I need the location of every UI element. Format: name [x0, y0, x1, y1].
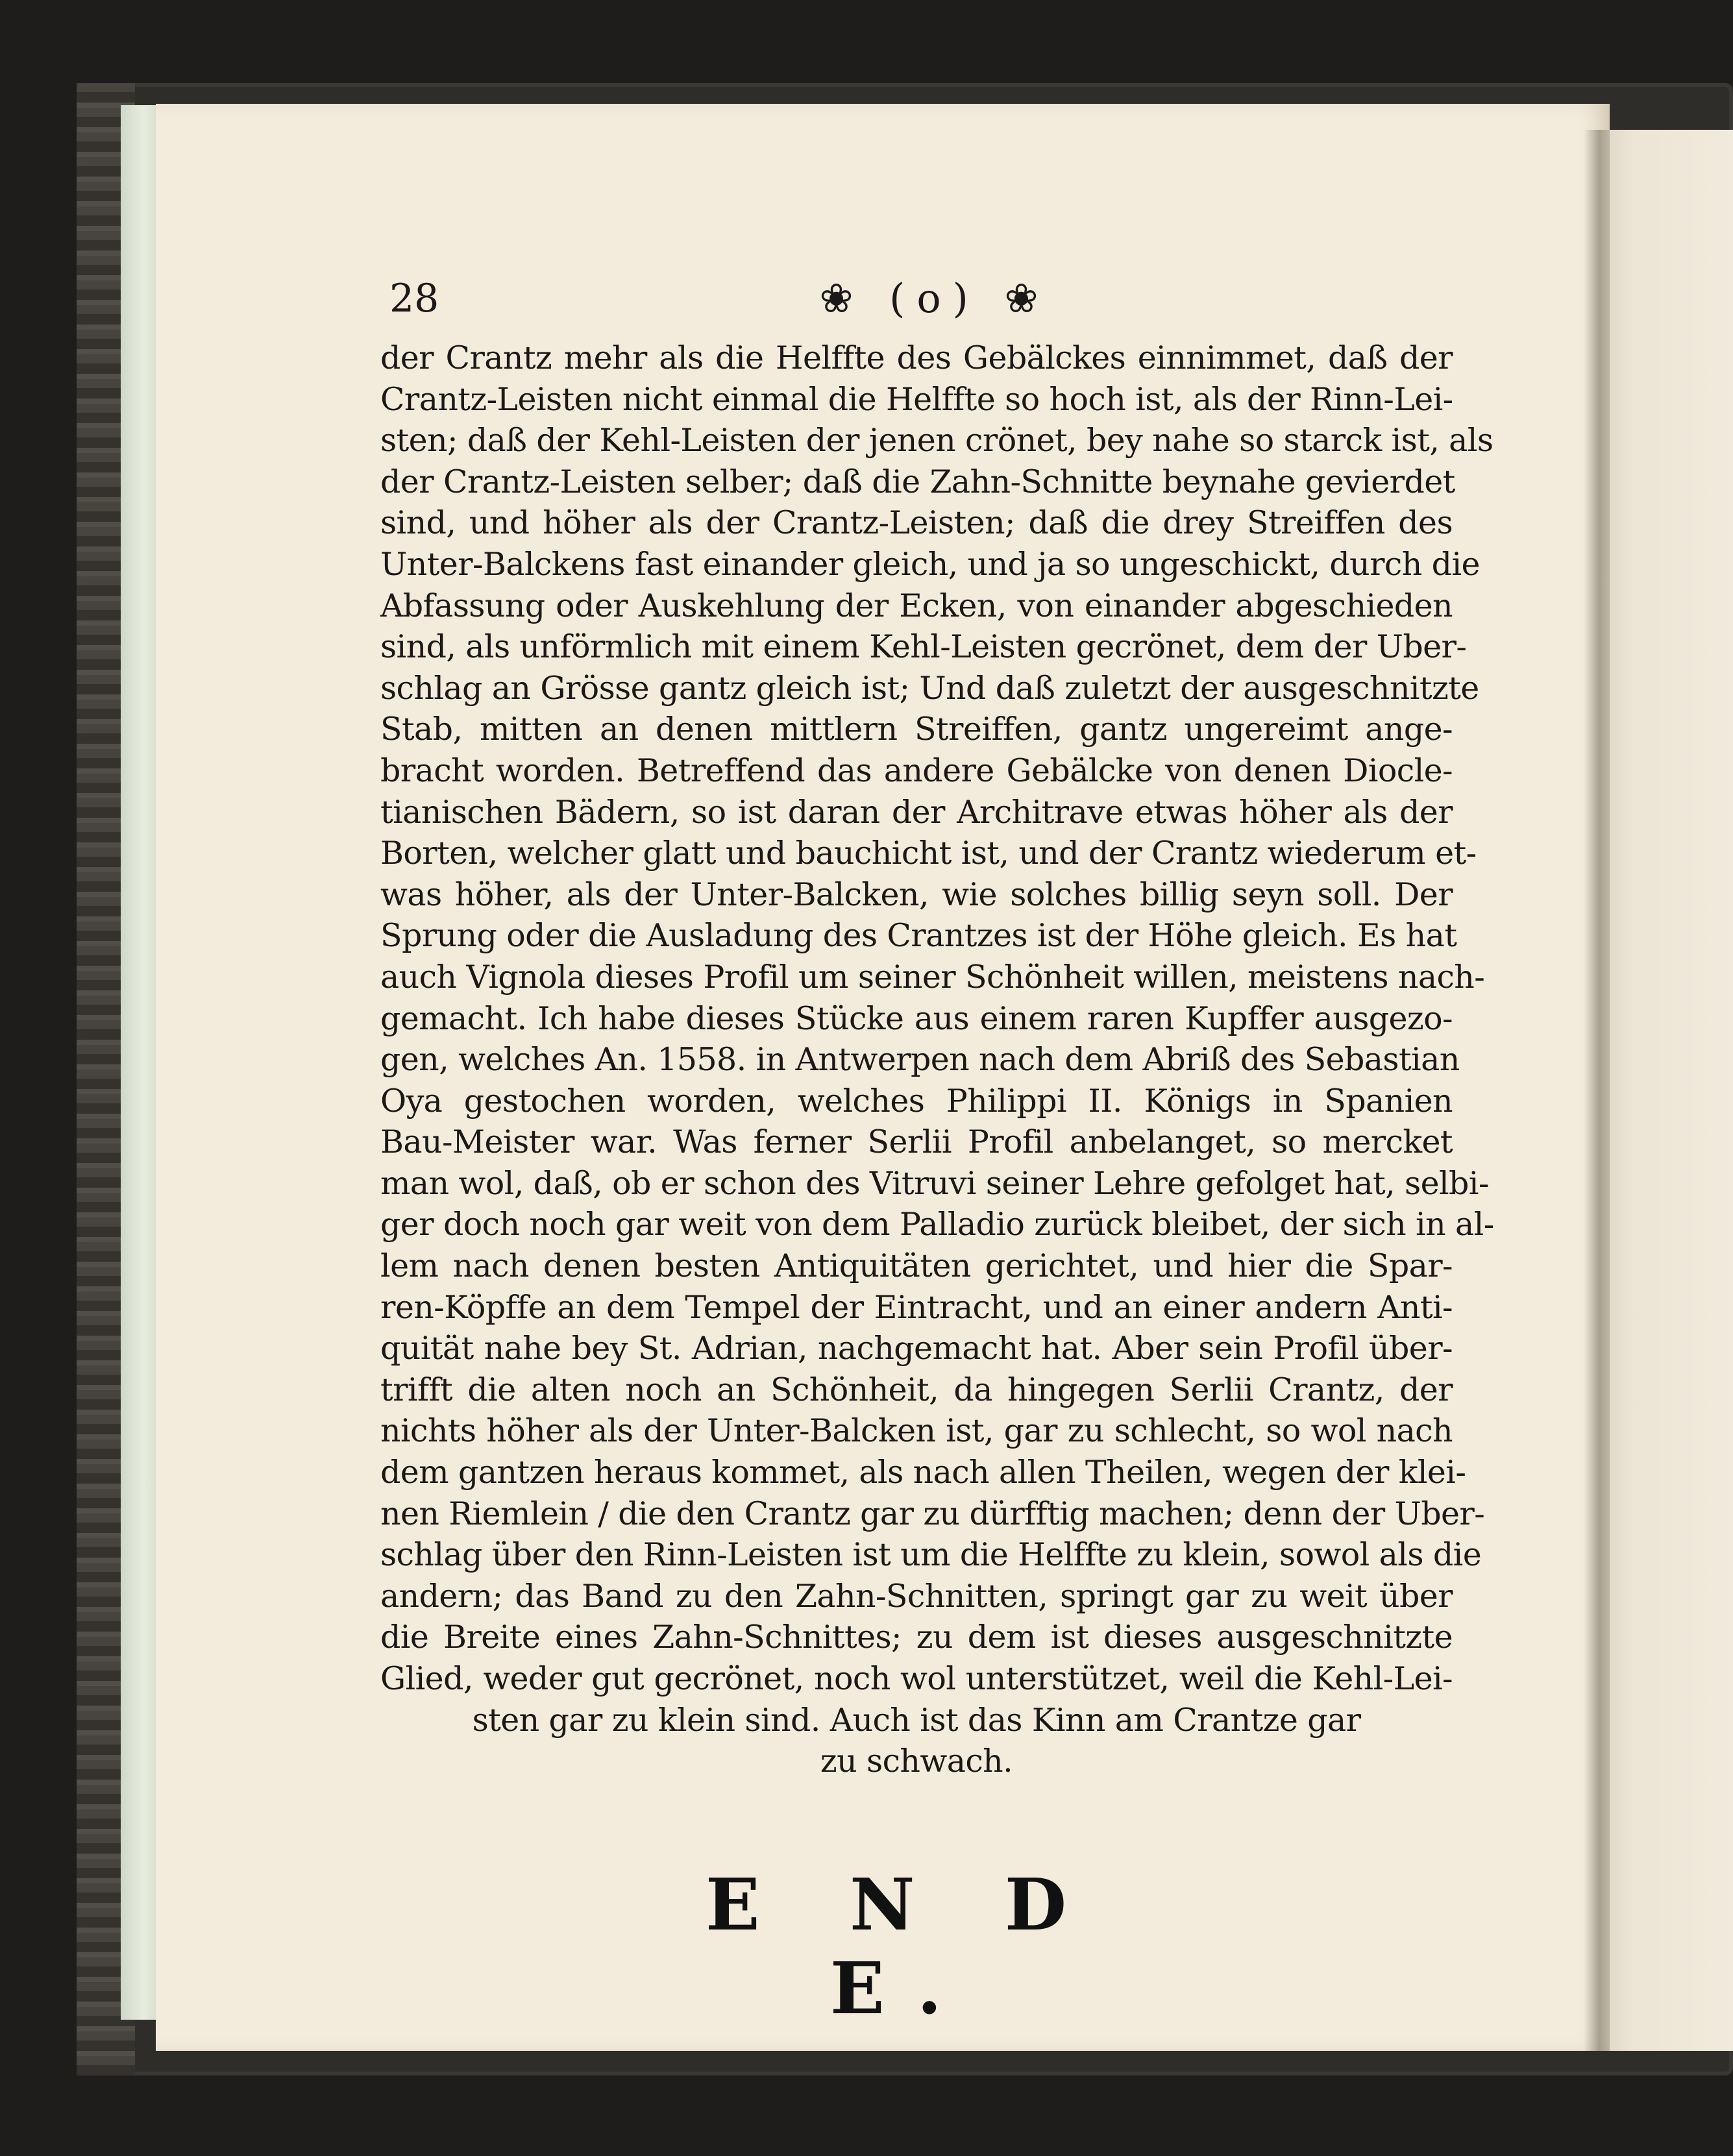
end-title: E N D E.: [705, 1863, 1100, 2030]
text-line: Crantz-Leisten nicht einmal die Helffte so hoch ist, als der Rinn-Lei-: [380, 380, 1453, 418]
text-line: lem nach denen besten Antiquitäten gerichtet, und hier die Spar-: [380, 1247, 1453, 1285]
closing-line: zu schwach.: [820, 1743, 1013, 1780]
text-line: sind, als unförmlich mit einem Kehl-Leisten gecrönet, dem der Uber-: [380, 628, 1467, 666]
text-line: schlag über den Rinn-Leisten ist um die Helffte zu klein, sowol als die: [380, 1536, 1482, 1574]
text-line: der Crantz mehr als die Helffte des Gebälckes einnimmet, daß der: [380, 339, 1453, 376]
text-line: Borten, welcher glatt und bauchicht ist, und der Crantz wiederum et-: [380, 835, 1477, 872]
text-line: tianischen Bädern, so ist daran der Architrave etwas höher als der: [380, 793, 1453, 831]
text-line: Sprung oder die Ausladung des Crantzes ist der Höhe gleich. Es hat: [380, 917, 1457, 955]
text-line: ren-Köpffe an dem Tempel der Eintracht, und an einer andern Anti-: [380, 1288, 1453, 1326]
body-text: [380, 337, 1494, 1782]
text-line: sten; daß der Kehl-Leisten der jenen crönet, bey nahe so starck ist, als: [380, 422, 1493, 459]
text-line: bracht worden. Betreffend das andere Gebälcke von denen Diocle-: [380, 752, 1453, 789]
text-line: Glied, weder gut gecrönet, noch wol unterstützet, weil die Kehl-Lei-: [380, 1660, 1453, 1697]
text-line: nichts höher als der Unter-Balcken ist, gar zu schlecht, so wol nach: [380, 1412, 1453, 1450]
text-line: gen, welches An. 1558. in Antwerpen nach dem Abriß des Sebastian: [380, 1041, 1460, 1079]
text-line: ger doch noch gar weit von dem Palladio zurück bleibet, der sich in al-: [380, 1206, 1494, 1243]
text-line: dem gantzen heraus kommet, als nach allen Theilen, wegen der klei-: [380, 1454, 1466, 1491]
text-line: Abfassung oder Auskehlung der Ecken, von einander abgeschieden: [380, 587, 1453, 624]
text-line: Unter-Balckens fast einander gleich, und ja so ungeschickt, durch die: [380, 545, 1480, 583]
page-header: [389, 273, 1454, 325]
text-line: der Crantz-Leisten selber; daß die Zahn-Schnitte beynahe gevierdet: [380, 463, 1455, 500]
text-line: sind, und höher als der Crantz-Leisten; daß die drey Streiffen des: [380, 504, 1453, 542]
text-line: Stab, mitten an denen mittlern Streiffen, gantz ungereimt ange-: [380, 711, 1453, 748]
text-line: Bau-Meister war. Was ferner Serlii Profil anbelanget, so mercket: [380, 1123, 1453, 1161]
text-line: quität nahe bey St. Adrian, nachgemacht hat. Aber sein Profil über-: [380, 1330, 1453, 1367]
binding-gutter: [1584, 130, 1610, 2051]
text-line: man wol, daß, ob er schon des Vitruvi seiner Lehre gefolget hat, selbi-: [380, 1164, 1489, 1202]
running-head-ornament: ❀ (o) ❀: [819, 275, 1050, 322]
text-line: die Breite eines Zahn-Schnittes; zu dem ist dieses ausgeschnitzte: [380, 1619, 1453, 1656]
page-number: 28: [389, 276, 439, 321]
text-line: trifft die alten noch an Schönheit, da hingegen Serlii Crantz, der: [380, 1371, 1453, 1408]
text-line: auch Vignola dieses Profil um seiner Schönheit willen, meistens nach-: [380, 958, 1485, 996]
text-line: nen Riemlein / die den Crantz gar zu dürfftig machen; denn der Uber-: [380, 1495, 1485, 1532]
text-line: was höher, als der Unter-Balcken, wie solches billig seyn soll. Der: [380, 876, 1453, 913]
text-line: andern; das Band zu den Zahn-Schnitten, springt gar zu weit über: [380, 1577, 1453, 1615]
closing-line: sten gar zu klein sind. Auch ist das Kinn am Crantze gar: [472, 1701, 1361, 1739]
text-line: gemacht. Ich habe dieses Stücke aus einem raren Kupffer ausgezo-: [380, 999, 1453, 1037]
text-line: schlag an Grösse gantz gleich ist; Und daß zuletzt der ausgeschnitzte: [380, 669, 1479, 707]
text-line: Oya gestochen worden, welches Philippi II. Königs in Spanien: [380, 1082, 1453, 1120]
facing-page: [1590, 130, 1733, 2051]
